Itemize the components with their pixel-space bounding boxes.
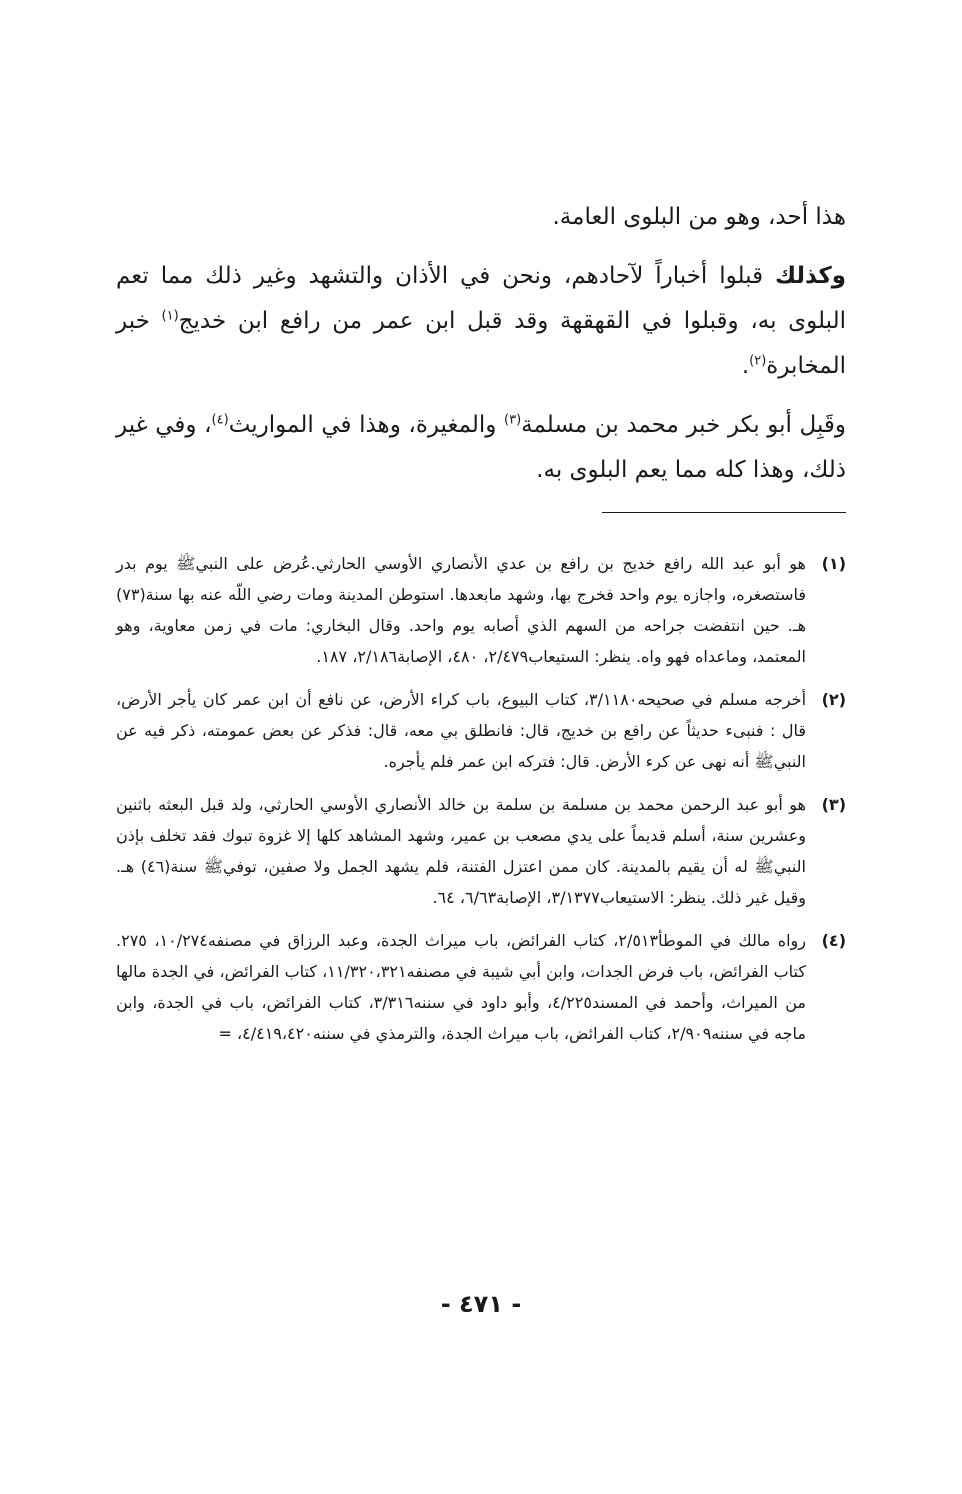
footnote-ref-1[interactable]: (١) (161, 308, 179, 324)
page-number: - ٤٧١ - (440, 1290, 522, 1318)
footnote-ref-2[interactable]: (٢) (749, 353, 767, 369)
paragraph-2-text-b: خبر المخابرة (116, 308, 846, 379)
footnote-text: هو أبو عبد الله رافع خديج بن رافع بن عدي الأنصاري الأوسي الحارثي.عُرض على النبيﷺ يوم بدر فاستصغره، واجازه يوم واحد فخرج بها، وشهد مابعدها. استوطن المدينة ومات رضي اللّه عنه بها سنة(٧٣) هـ. حين انتفضت جراحه من السهم الذي أصابه يوم واحد. وقال البخاري: مات في زمن معاوية، وهو المعتمد، وماعداه فهو واه. ينظر: الستيعاب٢/٤٧٩، ٤٨٠، الإصابة٢/١٨٦، ١٨٧. (116, 554, 806, 666)
paragraph-3-text-a: وقَبِل أبو بكر خبر محمد بن مسلمة (521, 412, 847, 438)
paragraph-2-text-c: . (741, 353, 750, 379)
footnote-number: (٤) (821, 931, 846, 950)
paragraph-3-text-b: والمغيرة، وهذا في المواريث (228, 412, 504, 438)
paragraph-3-text-c: ، وفي غير ذلك، وهذا كله مما يعم البلوى به. (116, 412, 846, 483)
footnote-ref-3[interactable]: (٣) (504, 412, 522, 428)
footnote-number: (٣) (821, 795, 846, 814)
paragraph-2-text-a: قبلوا أخباراً لآحادهم، ونحن في الأذان والتشهد وغير ذلك مما تعم البلوى به، وقبلوا في القهقهة وقد قبل ابن عمر من رافع ابن خديج (116, 263, 846, 334)
footnote-divider (602, 512, 846, 513)
footnotes (116, 548, 846, 1061)
footnote-number: (٢) (821, 690, 846, 709)
footnote-ref-4[interactable]: (٤) (211, 412, 229, 428)
paragraph-2-lead: وكذلك (774, 263, 846, 289)
footnote-text: أخرجه مسلم في صحيحه٣/١١٨٠، كتاب البيوع، باب كراء الأرض، عن نافع أن ابن عمر كان يأجر الأرض، قال : فنبىء حديثاً عن رافع بن خديج، قال: فانطلق بي معه، قال: فذكر عن بعض عمومته، ذكر فيه عن النبيﷺ أنه نهى عن كرء الأرض. قال: فتركه ابن عمر فلم يأجره. (116, 690, 807, 771)
footnote-1 (116, 548, 846, 672)
main-text (116, 195, 846, 507)
paragraph-1-text: هذا أحد، وهو من البلوى العامة. (552, 204, 846, 230)
paragraph-2 (116, 254, 846, 389)
footnote-2 (116, 684, 846, 777)
footnote-text: هو أبو عبد الرحمن محمد بن مسلمة بن سلمة بن خالد الأنصاري الأوسي الحارثي، ولد قبل البعثه باثنين وعشرين سنة، أسلم قديماً على يدي مصعب بن عمير، وشهد المشاهد كلها إلا غزوة تبوك فقد تخلف بإذن النبيﷺ له أن يقيم بالمدينة. كان ممن اعتزل الفتنة، فلم يشهد الجمل ولا صفين، توفيﷺ سنة(٤٦) هـ. وقيل غير ذلك. ينظر: الاستيعاب٣/١٣٧٧، الإصابة٦/٦٣، ٦٤. (116, 795, 807, 907)
footnote-3 (116, 789, 846, 913)
paragraph-3 (116, 403, 846, 493)
footnote-4 (116, 925, 846, 1049)
footnote-number: (١) (821, 554, 846, 573)
paragraph-1 (116, 195, 846, 240)
footnote-text: رواه مالك في الموطأ٢/٥١٣، كتاب الفرائض، باب ميراث الجدة، وعبد الرزاق في مصنفه١٠/٢٧٤، ٢٧٥. كتاب الفرائض، باب فرض الجدات، وابن أبي شيبة في مصنفه١١/٣٢٠،٣٢١، كتاب الفرائض، في الجدة مالها من الميراث، وأحمد في المسند٤/٢٢٥، وأبو داود في سننه٣/٣١٦، كتاب الفرائض، باب في الجدة، وابن ماجه في سننه٢/٩٠٩، كتاب الفرائض، باب ميراث الجدة، والترمذي في سننه٤/٤١٩،٤٢٠، = (116, 931, 807, 1043)
